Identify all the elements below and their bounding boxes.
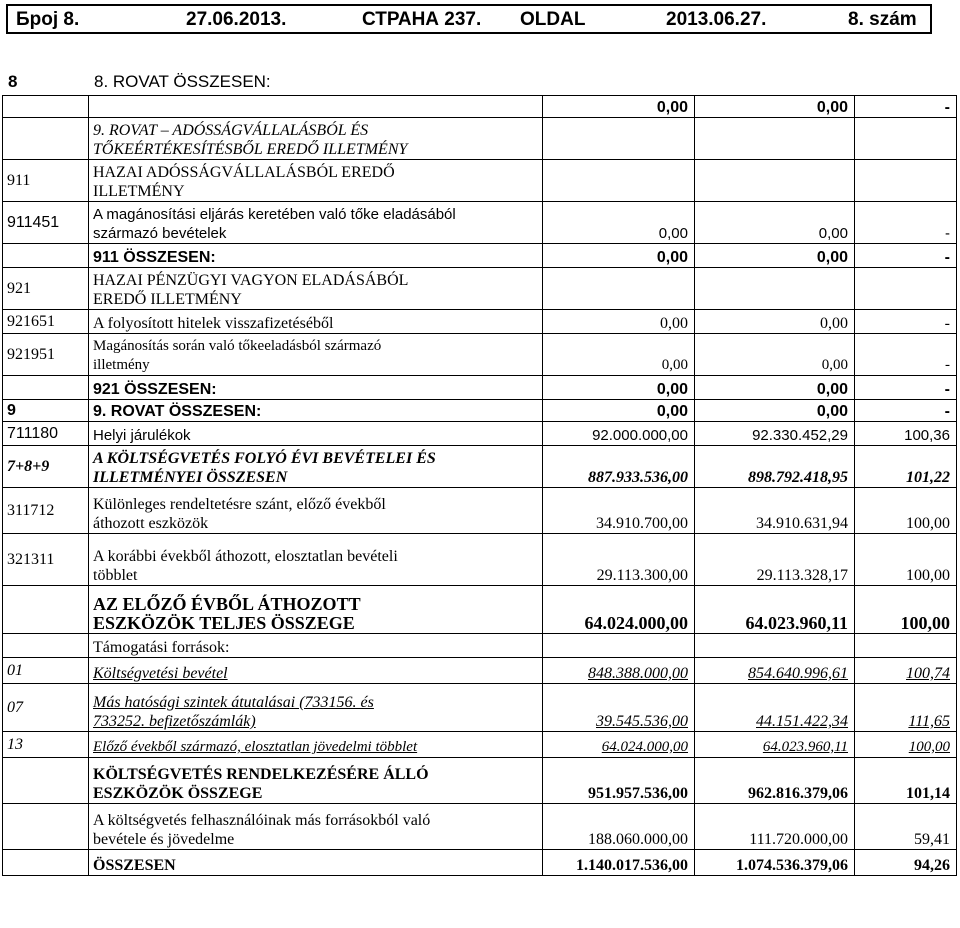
row-value-v1: 39.545.536,00	[543, 684, 695, 732]
row-description-line: Helyi járulékok	[93, 427, 191, 444]
row-code: 921951	[3, 334, 89, 376]
row-value-v1: 64.024.000,00	[543, 586, 695, 634]
table-row	[3, 732, 957, 758]
row-description-line: 9. ROVAT ÖSSZESEN:	[93, 403, 262, 420]
row-value-v3: 100,00	[855, 488, 957, 534]
row-value-v3: 100,00	[855, 732, 957, 758]
row-description-line: származó bevételek	[93, 225, 227, 242]
row-value-v3: 100,00	[855, 534, 957, 586]
row-description	[89, 634, 543, 658]
row-description-line: A magánosítási eljárás keretében való tőke eladásából	[93, 206, 456, 223]
table-row	[3, 334, 957, 376]
table-row	[3, 634, 957, 658]
row-value-v3	[855, 634, 957, 658]
row-description-line: többlet	[93, 567, 138, 584]
row-code: 311712	[3, 488, 89, 534]
row-value-v2: 1.074.536.379,06	[695, 850, 855, 876]
row-code: 13	[3, 732, 89, 758]
row-description-line: TŐKEÉRTÉKESÍTÉSBŐL EREDŐ ILLETMÉNY	[93, 141, 408, 158]
row-value-v1: 34.910.700,00	[543, 488, 695, 534]
row-description-line: 733252. befizetőszámlák)	[93, 713, 256, 730]
row-description-line: Különleges rendeltetésre szánt, előző évekből	[93, 496, 386, 513]
table-row	[3, 244, 957, 268]
row-value-v2: 64.023.960,11	[695, 586, 855, 634]
table-row	[3, 96, 957, 118]
row-description	[89, 202, 543, 244]
row-description	[89, 376, 543, 400]
row-description-line: ILLETMÉNY	[93, 183, 185, 200]
row-value-v1: 0,00	[543, 244, 695, 268]
row-value-v1: 0,00	[543, 202, 695, 244]
table-row	[3, 446, 957, 488]
row-code	[3, 96, 89, 118]
row-value-v2: 0,00	[695, 244, 855, 268]
row-value-v2: 0,00	[695, 400, 855, 422]
row-description-line: EREDŐ ILLETMÉNY	[93, 291, 242, 308]
row-value-v1: 951.957.536,00	[543, 758, 695, 804]
row-description-line: Magánosítás során való tőkeeladásból származó	[93, 338, 382, 354]
row-description	[89, 244, 543, 268]
row-description	[89, 422, 543, 446]
row-value-v1: 188.060.000,00	[543, 804, 695, 850]
row-code: 921	[3, 268, 89, 310]
row-description-line: 9. ROVAT – ADÓSSÁGVÁLLALÁSBÓL ÉS	[93, 122, 369, 139]
row-value-v3: 100,00	[855, 586, 957, 634]
row-value-v3: 94,26	[855, 850, 957, 876]
row-value-v3: -	[855, 310, 957, 334]
row-description-line: ESZKÖZÖK TELJES ÖSSZEGE	[93, 613, 355, 633]
table-row	[3, 850, 957, 876]
table-row	[3, 268, 957, 310]
section8-label: 8. ROVAT ÖSSZESEN:	[94, 72, 271, 91]
row-value-v3: 100,74	[855, 658, 957, 684]
table-row	[3, 202, 957, 244]
row-value-v2	[695, 268, 855, 310]
row-description	[89, 310, 543, 334]
row-value-v1: 29.113.300,00	[543, 534, 695, 586]
header-strana: СТРАНА 237.	[362, 9, 482, 30]
row-description	[89, 446, 543, 488]
row-value-v3: 101,14	[855, 758, 957, 804]
row-description-line: HAZAI ADÓSSÁGVÁLLALÁSBÓL EREDŐ	[93, 164, 395, 181]
row-description-line: bevétele és jövedelme	[93, 831, 235, 848]
row-description-line: Más hatósági szintek átutalásai (733156. és	[93, 694, 374, 711]
row-code: 321311	[3, 534, 89, 586]
row-value-v1: 0,00	[543, 400, 695, 422]
table-row	[3, 422, 957, 446]
row-description	[89, 534, 543, 586]
row-description-line: A korábbi évekből áthozott, elosztatlan bevételi	[93, 548, 398, 565]
row-code	[3, 634, 89, 658]
row-description-line: ESZKÖZÖK ÖSSZEGE	[93, 785, 263, 802]
row-value-v3: 59,41	[855, 804, 957, 850]
budget-table-body	[3, 96, 957, 876]
row-description	[89, 268, 543, 310]
row-description-line: ÖSSZESEN	[93, 857, 176, 874]
row-value-v3: -	[855, 202, 957, 244]
row-description-line: ILLETMÉNYEI ÖSSZESEN	[93, 469, 288, 486]
row-value-v2: 898.792.418,95	[695, 446, 855, 488]
row-description	[89, 758, 543, 804]
row-code: 921651	[3, 310, 89, 334]
row-value-v3: 111,65	[855, 684, 957, 732]
row-description-line: 921 ÖSSZESEN:	[93, 381, 217, 398]
row-description	[89, 804, 543, 850]
row-value-v3	[855, 160, 957, 202]
row-value-v1: 887.933.536,00	[543, 446, 695, 488]
row-code	[3, 244, 89, 268]
row-value-v3: -	[855, 334, 957, 376]
header-date-hu: 2013.06.27.	[666, 9, 767, 30]
table-row	[3, 488, 957, 534]
row-value-v2: 44.151.422,34	[695, 684, 855, 732]
table-row	[3, 534, 957, 586]
row-value-v1: 848.388.000,00	[543, 658, 695, 684]
row-value-v1: 0,00	[543, 96, 695, 118]
row-value-v1: 0,00	[543, 376, 695, 400]
row-value-v2	[695, 160, 855, 202]
row-code	[3, 850, 89, 876]
row-description	[89, 658, 543, 684]
row-description-line: KÖLTSÉGVETÉS RENDELKEZÉSÉRE ÁLLÓ	[93, 766, 429, 783]
row-value-v2: 92.330.452,29	[695, 422, 855, 446]
header-date-sr: 27.06.2013.	[186, 9, 287, 30]
header-broj: Број 8.	[16, 9, 80, 30]
row-value-v3: -	[855, 400, 957, 422]
row-value-v2: 111.720.000,00	[695, 804, 855, 850]
row-code	[3, 804, 89, 850]
row-description-line: A folyosított hitelek visszafizetéséből	[93, 315, 334, 332]
row-description	[89, 118, 543, 160]
row-description-line: illetmény	[93, 357, 150, 373]
row-description	[89, 850, 543, 876]
row-description-line: HAZAI PÉNZÜGYI VAGYON ELADÁSÁBÓL	[93, 272, 409, 289]
table-row	[3, 376, 957, 400]
row-description	[89, 96, 543, 118]
row-value-v2: 0,00	[695, 310, 855, 334]
row-value-v3	[855, 268, 957, 310]
row-value-v3: -	[855, 96, 957, 118]
row-code	[3, 758, 89, 804]
row-description-line: áthozott eszközök	[93, 515, 209, 532]
row-value-v2: 0,00	[695, 202, 855, 244]
row-value-v1	[543, 118, 695, 160]
row-code: 9	[3, 400, 89, 422]
row-value-v1: 0,00	[543, 334, 695, 376]
row-value-v3: 100,36	[855, 422, 957, 446]
table-row	[3, 658, 957, 684]
row-value-v2: 34.910.631,94	[695, 488, 855, 534]
row-value-v1	[543, 634, 695, 658]
row-value-v2: 854.640.996,61	[695, 658, 855, 684]
row-description-line: A KÖLTSÉGVETÉS FOLYÓ ÉVI BEVÉTELEI ÉS	[93, 450, 436, 467]
row-description	[89, 334, 543, 376]
row-value-v2: 0,00	[695, 376, 855, 400]
row-value-v1: 0,00	[543, 310, 695, 334]
row-value-v1: 1.140.017.536,00	[543, 850, 695, 876]
header-szam: 8. szám	[848, 9, 917, 30]
row-code: 911451	[3, 202, 89, 244]
row-code	[3, 586, 89, 634]
row-code: 711180	[3, 422, 89, 446]
row-description-line: Költségvetési bevétel	[93, 665, 228, 682]
table-row	[3, 160, 957, 202]
row-description-line: 911 ÖSSZESEN:	[93, 249, 216, 266]
row-code	[3, 376, 89, 400]
table-row	[3, 118, 957, 160]
row-value-v3: -	[855, 376, 957, 400]
row-description	[89, 684, 543, 732]
table-row	[3, 400, 957, 422]
row-code: 01	[3, 658, 89, 684]
row-description-line: A költségvetés felhasználóinak más forrásokból való	[93, 812, 431, 829]
row-description	[89, 586, 543, 634]
row-value-v1: 92.000.000,00	[543, 422, 695, 446]
page-header	[6, 4, 932, 34]
row-value-v3	[855, 118, 957, 160]
row-description	[89, 400, 543, 422]
row-value-v2: 64.023.960,11	[695, 732, 855, 758]
row-value-v2: 0,00	[695, 96, 855, 118]
row-description-line: Támogatási források:	[93, 639, 230, 656]
row-value-v2	[695, 634, 855, 658]
row-value-v3: -	[855, 244, 957, 268]
section8-code: 8	[8, 72, 18, 91]
row-code: 911	[3, 160, 89, 202]
budget-table	[2, 95, 957, 876]
row-value-v2: 29.113.328,17	[695, 534, 855, 586]
row-value-v1	[543, 268, 695, 310]
table-row	[3, 804, 957, 850]
row-value-v3: 101,22	[855, 446, 957, 488]
row-code: 07	[3, 684, 89, 732]
row-description-line: AZ ELŐZŐ ÉVBŐL ÁTHOZOTT	[93, 594, 361, 614]
table-row	[3, 310, 957, 334]
row-value-v1: 64.024.000,00	[543, 732, 695, 758]
row-description	[89, 732, 543, 758]
row-value-v2: 0,00	[695, 334, 855, 376]
row-code	[3, 118, 89, 160]
row-description	[89, 488, 543, 534]
row-value-v2: 962.816.379,06	[695, 758, 855, 804]
header-oldal: OLDAL	[520, 9, 586, 30]
row-description-line: Előző évekből származó, elosztatlan jövedelmi többlet	[93, 739, 418, 755]
table-row	[3, 684, 957, 732]
table-row	[3, 586, 957, 634]
row-code: 7+8+9	[3, 446, 89, 488]
table-row	[3, 758, 957, 804]
row-value-v1	[543, 160, 695, 202]
row-value-v2	[695, 118, 855, 160]
row-description	[89, 160, 543, 202]
